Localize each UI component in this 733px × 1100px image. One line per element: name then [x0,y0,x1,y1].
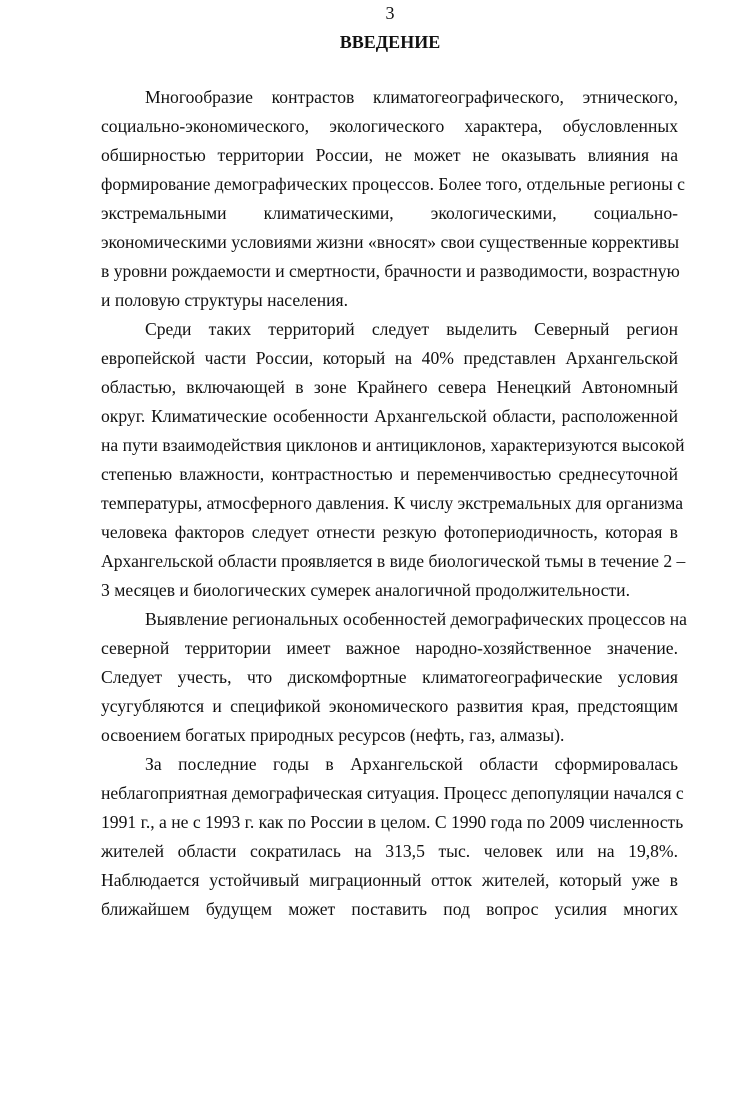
text-line: обширностью территории России, не может не оказывать влияния на [101,145,678,165]
text-line: на пути взаимодействия циклонов и антициклонов, характеризуются высокой [101,435,685,455]
text-line: человека факторов следует отнести резкую фотопериодичность, которая в [101,522,678,542]
text-line: областью, включающей в зоне Крайнего севера Ненецкий Автономный [101,377,678,397]
text-line: Среди таких территорий следует выделить Северный регион [145,319,678,339]
text-line: За последние годы в Архангельской области сформировалась [145,754,678,774]
text-line: ближайшем будущем может поставить под вопрос усилия многих [101,899,678,919]
text-line: социально-экономического, экологического характера, обусловленных [101,116,678,136]
text-line: 1991 г., а не с 1993 г. как по России в целом. С 1990 года по 2009 численность [101,812,684,832]
paragraph [101,315,686,605]
text-line: и половую структуры населения. [101,290,349,310]
text-line: освоением богатых природных ресурсов (нефть, газ, алмазы). [101,725,565,745]
paragraph [101,83,685,315]
text-line: европейской части России, который на 40% представлен Архангельской [101,348,678,368]
text-line: округ. Климатические особенности Архангельской области, расположенной [101,406,678,426]
text-line: экономическими условиями жизни «вносят» свои существенные коррективы [101,232,680,252]
text-line: жителей области сократилась на 313,5 тыс. человек или на 19,8%. [101,841,678,861]
text-line: степенью влажности, контрастностью и переменчивостью среднесуточной [101,464,678,484]
text-line: 3 месяцев и биологических сумерек аналогичной продолжительности. [101,580,630,600]
text-line: Следует учесть, что дискомфортные климатогеографические условия [101,667,678,687]
text-line: экстремальными климатическими, экологическими, социально- [101,203,678,223]
page-number: 3 [385,3,395,23]
body-text [101,83,687,924]
section-heading: ВВЕДЕНИЕ [339,32,441,52]
text-line: температуры, атмосферного давления. К числу экстремальных для организма [101,493,684,513]
text-line: Наблюдается устойчивый миграционный отток жителей, который уже в [101,870,678,890]
paragraph [101,750,684,924]
paragraph [101,605,687,750]
text-line: неблагоприятная демографическая ситуация. Процесс депопуляции начался с [101,783,684,803]
text-line: в уровни рождаемости и смертности, брачности и разводимости, возрастную [101,261,680,281]
text-line: формирование демографических процессов. Более того, отдельные регионы с [101,174,685,194]
text-line: Выявление региональных особенностей демографических процессов на [145,609,687,629]
text-line: северной территории имеет важное народно-хозяйственное значение. [101,638,678,658]
text-line: Архангельской области проявляется в виде биологической тьмы в течение 2 – [101,551,686,571]
text-line: Многообразие контрастов климатогеографического, этнического, [145,87,678,107]
text-line: усугубляются и спецификой экономического развития края, предстоящим [101,696,678,716]
